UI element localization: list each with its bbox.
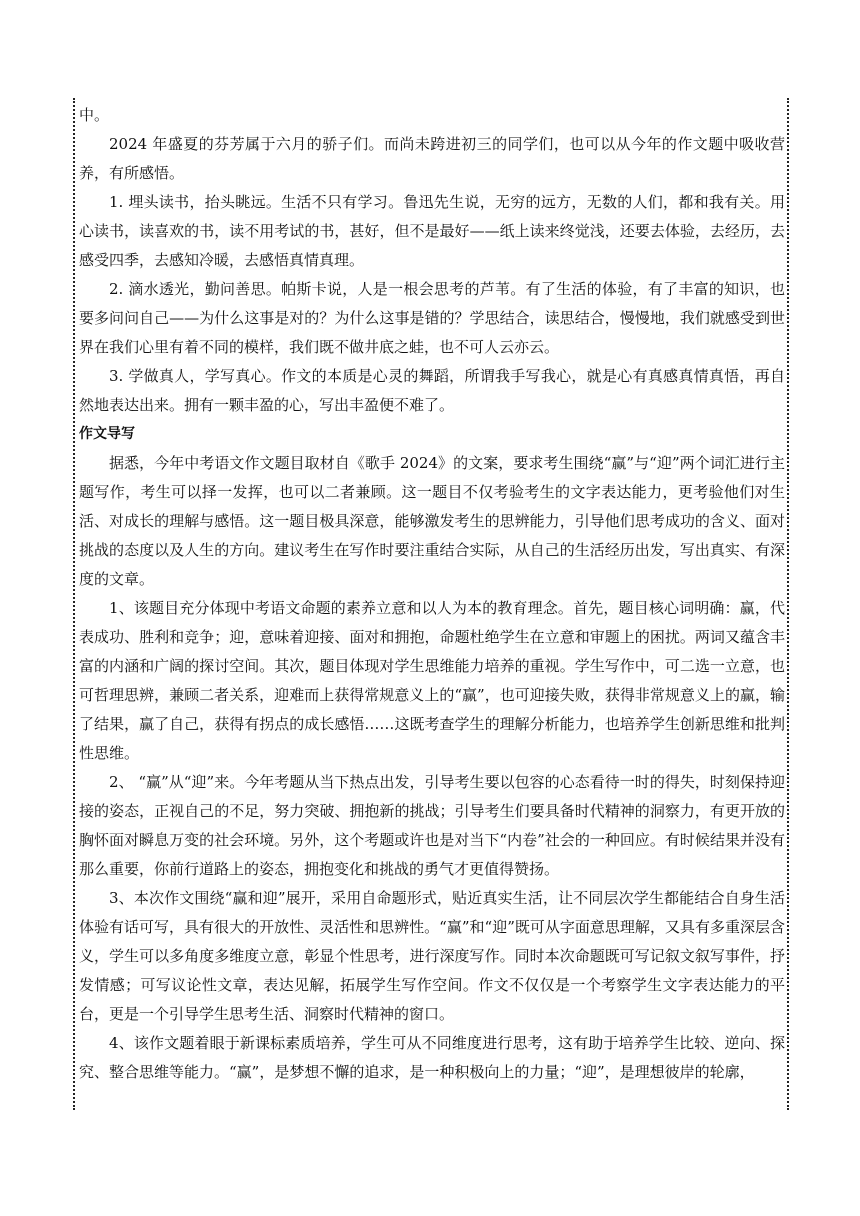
- section-heading: 作文导写: [79, 426, 135, 442]
- paragraph-point-1: 1. 埋头读书，抬头眺远。生活不只有学习。鲁迅先生说，无穷的远方，无数的人们，都和我有关。用心读书，读喜欢的书，读不用考试的书，甚好，但不是最好——纸上读来终觉浅，还要去体验，去经历，去感受四季，去感知冷暖，去感悟真情真理。: [79, 193, 785, 269]
- paragraph-point-3: 3. 学做真人，学写真心。作文的本质是心灵的舞蹈，所谓我手写我心，就是心有真感真情真悟，再自然地表达出来。拥有一颗丰盈的心，写出丰盈便不难了。: [79, 367, 785, 414]
- guide-paragraph-3: 3、本次作文围绕“赢和迎”展开，采用自命题形式，贴近真实生活，让不同层次学生都能结合自身生活体验有话可写，具有很大的开放性、灵活性和思辨性。“赢”和“迎”既可从字面意思理解，又具有多重深层含义，学生可以多角度多维度立意，彰显个性思考，进行深度写作。同时本次命题既可写记叙文叙写事件，抒发情感；可写议论性文章，表达见解，拓展学生写作空间。作文不仅仅是一个考察学生文字表达能力的平台，更是一个引导学生思考生活、洞察时代精神的窗口。: [79, 889, 785, 1023]
- paragraph-intro: 2024 年盛夏的芬芳属于六月的骄子们。而尚未跨进初三的同学们，也可以从今年的作文题中吸收营养，有所感悟。: [79, 135, 785, 182]
- guide-paragraph-overview: 据悉，今年中考语文作文题目取材自《歌手 2024》的文案，要求考生围绕“赢”与“迎”两个词汇进行主题写作，考生可以择一发挥，也可以二者兼顾。这一题目不仅考验考生的文字表达能力，更考验他们对生活、对成长的理解与感悟。这一题目极具深意，能够激发考生的思辨能力，引导他们思考成功的含义、面对挑战的态度以及人生的方向。建议考生在写作时要注重结合实际，从自己的生活经历出发，写出真实、有深度的文章。: [79, 454, 785, 588]
- guide-paragraph-4: 4、该作文题着眼于新课标素质培养，学生可从不同维度进行思考，这有助于培养学生比较、逆向、探究、整合思维等能力。“赢”，是梦想不懈的追求，是一种积极向上的力量；“迎”，是理想彼岸的轮廓，: [79, 1034, 785, 1081]
- paragraph-continuation: 中。: [79, 106, 110, 124]
- guide-paragraph-1: 1、该题目充分体现中考语文命题的素养立意和以人为本的教育理念。首先，题目核心词明确：赢，代表成功、胜利和竞争；迎，意味着迎接、面对和拥抱，命题杜绝学生在立意和审题上的困扰。两词又蕴含丰富的内涵和广阔的探讨空间。其次，题目体现对学生思维能力培养的重视。学生写作中，可二选一立意，也可哲理思辨，兼顾二者关系，迎难而上获得常规意义上的“赢”，也可迎接失败，获得非常规意义上的赢，输了结果，赢了自己，获得有拐点的成长感悟……这既考查学生的理解分析能力，也培养学生创新思维和批判性思维。: [79, 599, 785, 762]
- guide-paragraph-2: 2、 “赢”从“迎”来。今年考题从当下热点出发，引导考生要以包容的心态看待一时的得失，时刻保持迎接的姿态，正视自己的不足，努力突破、拥抱新的挑战；引导考生们要具备时代精神的洞察力，有更开放的胸怀面对瞬息万变的社会环境。另外，这个考题或许也是对当下“内卷”社会的一种回应。有时候结果并没有那么重要，你前行道路上的姿态，拥抱变化和挑战的勇气才更值得赞扬。: [79, 773, 785, 878]
- document-body: [79, 101, 785, 1087]
- paragraph-point-2: 2. 滴水透光，勤问善思。帕斯卡说，人是一根会思考的芦苇。有了生活的体验，有了丰富的知识，也要多问问自己——为什么这事是对的？为什么这事是错的？学思结合，读思结合，慢慢地，我们就感受到世界在我们心里有着不同的模样，我们既不做井底之蛙，也不可人云亦云。: [79, 280, 785, 356]
